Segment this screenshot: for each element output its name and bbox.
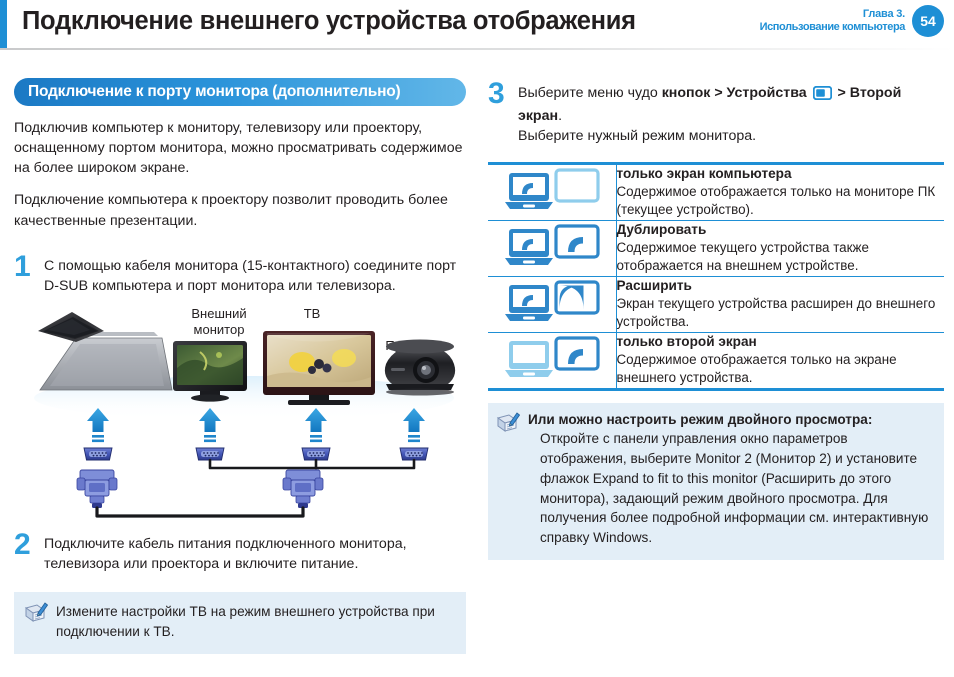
mode-title: только экран компьютера (616, 165, 792, 181)
mode-description: Содержимое отображается только на экране внешнего устройства. (616, 351, 897, 386)
display-modes-table (488, 162, 944, 391)
header-chapter-block (760, 5, 944, 37)
diagram-graphic (14, 302, 474, 527)
devices-icon (809, 88, 836, 104)
diagram-label-tv: ТВ (303, 306, 321, 322)
note-right-text: Откройте с панели управления окно параметров отображения, выберите Monitor 2 (Монитор 2) и установите флажок Expand to fit to this monitor (Расширить до этого монитора), задающий режим двойного просмотра. Для получения более подробной информации см. интерактивную справку Windows. (540, 431, 929, 545)
table-row (488, 333, 944, 390)
laptop-graphic (36, 312, 172, 390)
note-box-right (488, 403, 944, 559)
display-mode-second-screen-only-icon (488, 333, 616, 390)
table-row (488, 277, 944, 333)
vga-ports (84, 448, 428, 460)
mode-title: Расширить (616, 277, 692, 293)
page-header (0, 0, 954, 50)
projector-graphic (385, 340, 455, 396)
step-3 (488, 77, 944, 146)
step-2-number: 2 (14, 528, 31, 562)
mode-description: Экран текущего устройства расширен до внешнего устройства. (616, 295, 936, 330)
chapter-label (760, 8, 905, 33)
display-mode-extend-icon (488, 277, 616, 333)
left-column (14, 78, 474, 658)
vga-cable (97, 508, 303, 516)
chapter-name: Использование компьютера (759, 21, 905, 33)
header-divider (0, 48, 954, 50)
step-3-line2: Выберите нужный режим монитора. (518, 128, 757, 145)
display-mode-pc-screen-only-icon (488, 164, 616, 221)
header-accent-bar (0, 0, 7, 48)
chapter-number: Глава 3. (862, 8, 905, 21)
vga-cable-plug-right (283, 470, 323, 508)
step-3-lead: Выберите меню чудо (518, 85, 662, 101)
mode-title: только второй экран (616, 333, 757, 349)
note-box-left (14, 592, 466, 653)
note-left-text: Измените настройки ТВ на режим внешнего устройства при подключении к ТВ. (56, 604, 435, 640)
note-pencil-icon (496, 412, 520, 547)
step-1-number: 1 (14, 249, 31, 283)
step-1-text: С помощью кабеля монитора (15-контактного) соедините порт D-SUB компьютера и порт монитора или телевизора. (44, 257, 457, 294)
device-bus-cable (210, 460, 414, 468)
mode-description: Содержимое текущего устройства также отображается на внешнем устройстве. (616, 239, 869, 274)
step-3-tail: . (558, 108, 563, 125)
mode-description: Содержимое отображается только на мониторе ПК (текущее устройство). (616, 183, 936, 218)
note-pencil-icon (24, 602, 48, 641)
table-row (488, 164, 944, 221)
section-title-banner: Подключение к порту монитора (дополнительно) (14, 78, 466, 106)
connection-diagram (14, 302, 474, 527)
step-2-text: Подключите кабель питания подключенного монитора, телевизора или проектора и включите питание. (44, 536, 407, 573)
diagram-label-external-monitor: Внешний монитор (191, 306, 247, 337)
intro-paragraph-1: Подключив компьютер к монитору, телевизору или проектору, оснащенному портом монитора, можно просматривать содержимое на более широком экране. (14, 120, 463, 177)
note-right-title: Или можно настроить режим двойного просмотра: (528, 412, 873, 428)
step-2 (14, 528, 474, 574)
step-1 (14, 249, 474, 296)
table-row (488, 221, 944, 277)
tv-graphic (263, 331, 375, 405)
intro-paragraph-2: Подключение компьютера к проектору позволит проводить более качественные презентации. (14, 192, 448, 229)
page-title: Подключение внешнего устройства отображения (22, 7, 636, 35)
mode-title: Дублировать (616, 221, 707, 237)
vga-cable-plug-left (77, 470, 117, 508)
page-number-badge: 54 (912, 5, 944, 37)
step-3-text (518, 80, 944, 146)
display-mode-duplicate-icon (488, 221, 616, 277)
step-3-bold-2: > Второй экран (518, 85, 902, 125)
step-3-bold-1: кнопок > Устройства (661, 85, 807, 101)
right-column (488, 78, 944, 658)
step-3-number: 3 (488, 77, 505, 110)
